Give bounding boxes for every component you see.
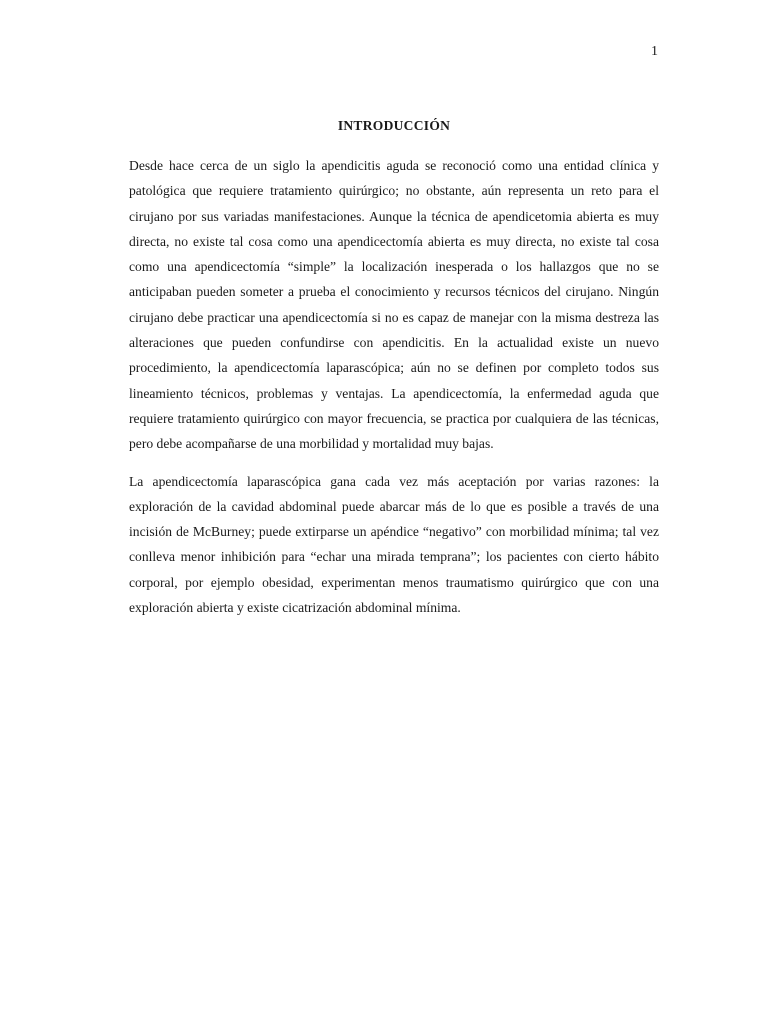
page-number: 1 [651, 44, 658, 59]
body-text [129, 153, 659, 632]
paragraph-1: Desde hace cerca de un siglo la apendicitis aguda se reconoció como una entidad clínica y patológica que requiere tratamiento quirúrgico; no obstante, aún representa un reto para el cirujano por sus variadas manifestaciones. Aunque la técnica de apendicetomia abierta es muy directa, no existe tal cosa como una apendicectomía abierta es muy directa, no existe tal cosa como una apendicectomía “simple” la localización inesperada o los hallazgos que no se anticipaban pueden someter a prueba el conocimiento y recursos técnicos del cirujano. Ningún cirujano debe practicar una apendicectomía si no es capaz de manejar con la misma destreza las alteraciones que pueden confundirse con apendicitis. En la actualidad existe un nuevo procedimiento, la apendicectomía laparascópica; aún no se definen por completo todos sus lineamiento técnicos, problemas y ventajas. La apendicectomía, la enfermedad aguda que requiere tratamiento quirúrgico con mayor frecuencia, se practica por cualquiera de las técnicas, pero debe acompañarse de una morbilidad y mortalidad muy bajas. [129, 158, 659, 452]
section-title: INTRODUCCIÓN [337, 118, 451, 133]
paragraph-2: La apendicectomía laparascópica gana cada vez más aceptación por varias razones: la exploración de la cavidad abdominal puede abarcar más de lo que es posible a través de una incisión de McBurney; puede extirparse un apéndice “negativo” con morbilidad mínima; tal vez conlleva menor inhibición para “echar una mirada temprana”; los pacientes con cierto hábito corporal, por ejemplo obesidad, experimentan menos traumatismo quirúrgico que con una exploración abierta y existe cicatrización abdominal mínima. [129, 473, 659, 616]
